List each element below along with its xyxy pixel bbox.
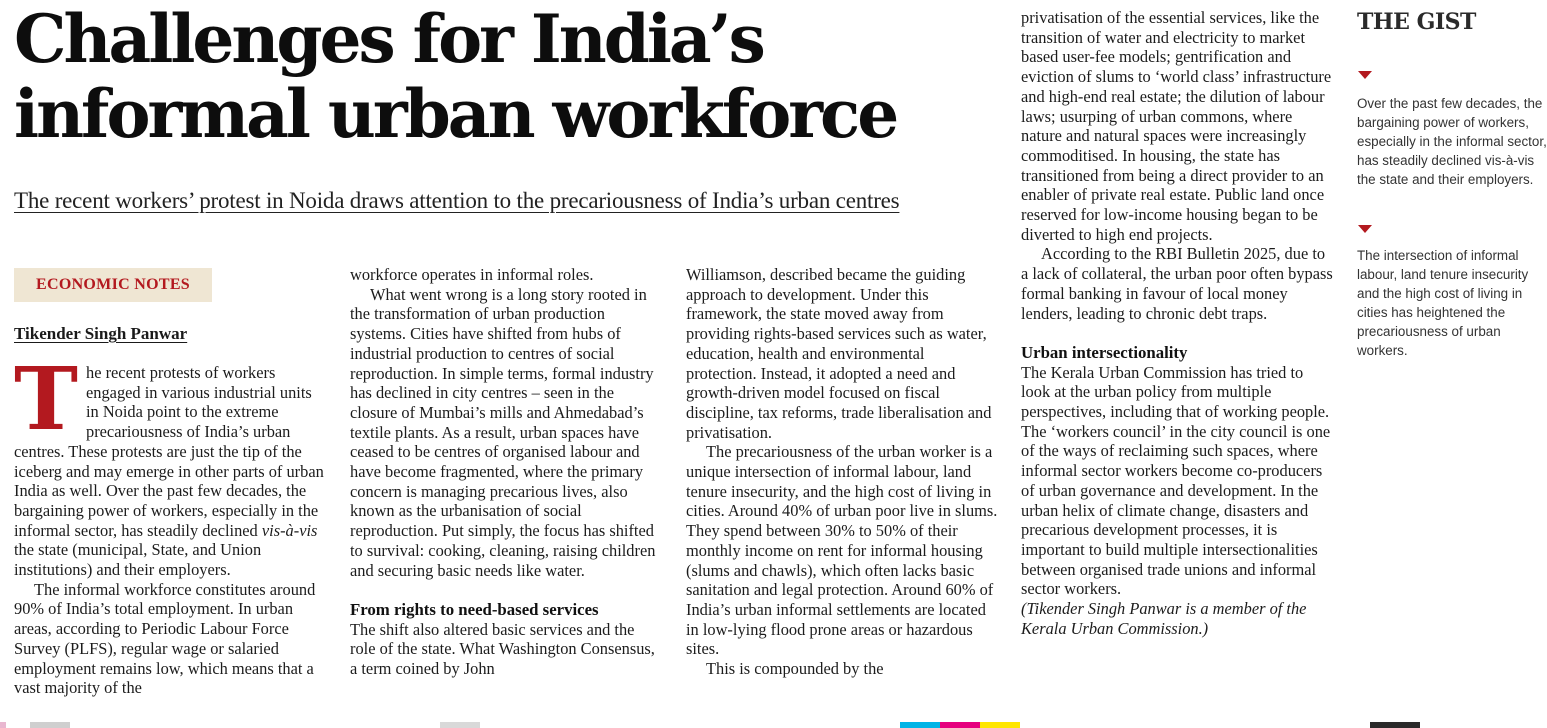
article-column-2 [350,265,662,679]
print-mark [980,722,1020,728]
triangle-down-icon [1358,71,1372,79]
gist-title: THE GIST [1357,9,1476,35]
drop-cap: T [14,349,78,450]
paragraph-text: he recent protests of workers engaged in various industrial units in Noida point to the extreme precariousness of India’s urban centres. These protests are just the tip of the iceberg and may emerge in other parts of urban India as well. Over the past few decades, the bargaining power of workers, especially in the informal sector, has steadily declined [14,363,324,540]
print-mark [0,722,6,728]
subheading: Urban intersectionality [1021,342,1188,362]
paragraph: Williamson, described became the guiding approach to development. Under this framework, the state moved away from providing rights-based services such as water, education, health and environmental protection. Instead, it adopted a need and growth-driven model focused on fiscal discipline, tax reforms, trade liberalisation and privatisation. [686,265,992,442]
gist-point: The intersection of informal labour, land tenure insecurity and the high cost of living in cities has heightened the precariousness of urban workers. [1357,248,1529,358]
author-note: (Tikender Singh Panwar is a member of the Kerala Urban Commission.) [1021,599,1307,638]
headline-line-1: Challenges for India’s [14,0,763,78]
print-mark [1370,722,1420,728]
paragraph-text: the state (municipal, State, and Union institutions) and their employers. [14,540,262,580]
paragraph: The informal workforce constitutes around 90% of India’s total employment. In urban areas, according to Periodic Labour Force Survey (PLFS), regular wage or salaried employment remains low, which means that a vast majority of the [14,579,316,698]
paragraph: workforce operates in informal roles. [350,265,594,284]
section-label: ECONOMIC NOTES [14,268,212,302]
paragraph: The precariousness of the urban worker is a unique intersection of informal labour, land tenure insecurity, and the high cost of living in cities. Around 40% of urban poor live in slums. They spend between 30% to 50% of their monthly income on rent for informal housing (slums and chawls), which often lacks basic sanitation and legal protection. Around 60% of India’s urban informal settlements are located in low-lying flood prone areas or hazardous sites. [686,442,998,659]
print-mark [440,722,480,728]
byline: Tikender Singh Panwar [14,324,188,343]
print-mark [30,722,70,728]
article-column-3 [686,265,998,679]
paragraph: The Kerala Urban Commission has tried to look at the urban policy from multiple perspectives, including that of working people. The ‘workers council’ in the city council is one of the ways of reclaiming such spaces, where informal sector workers become co-producers of urban governance and development. In the urban helix of climate change, disasters and precarious development processes, it is important to build multiple intersectionalities between organised trade unions and informal sector workers. [1021,362,1331,599]
print-mark [900,722,940,728]
italic-term: vis-à-vis [261,520,318,540]
triangle-down-icon [1358,225,1372,233]
print-mark [940,722,980,728]
paragraph: According to the RBI Bulletin 2025, due to a lack of collateral, the urban poor often bypass formal banking in favour of local money lenders, leading to chronic debt traps. [1021,244,1333,323]
standfirst: The recent workers’ protest in Noida draws attention to the precariousness of India’s urban centres [14,188,900,213]
paragraph: The shift also altered basic services and the role of the state. What Washington Consensus, a term coined by John [350,619,655,679]
gist-point: Over the past few decades, the bargaining power of workers, especially in the informal sector, has steadily declined vis-à-vis the state and their employers. [1357,96,1547,187]
paragraph: privatisation of the essential services, like the transition of water and electricity to market based user-fee models; gentrification and eviction of slums to ‘world class’ infrastructure and high-end real estate; the dilution of labour laws; usurping of urban commons, where nature and natural spaces were increasingly commoditised. In housing, the state has transitioned from being a direct provider to an enabler of private real estate. Public land once reserved for low-income housing began to be diverted to high end projects. [1021,8,1332,244]
article-column-4 [1021,8,1333,638]
paragraph: What went wrong is a long story rooted in the transformation of urban production systems. Cities have shifted from hubs of industrial production to centres of social reproduction. In simple terms, formal industry has declined in city centres – seen in the closure of Mumbai’s mills and Ahmedabad’s textile plants. As a result, urban spaces have ceased to be centres of organised labour and have become fragmented, where the primary concern is managing precarious lives, also known as the urbanisation of social reproduction. Put simply, the focus has shifted to survival: cooking, cleaning, raising children and securing basic needs like water. [350,284,656,580]
paragraph [14,349,326,580]
paragraph: This is compounded by the [706,659,884,679]
headline-line-2: informal urban workforce [14,75,897,153]
headline [14,2,974,152]
article-column-1 [14,349,326,698]
subheading: From rights to need-based services [350,599,599,619]
